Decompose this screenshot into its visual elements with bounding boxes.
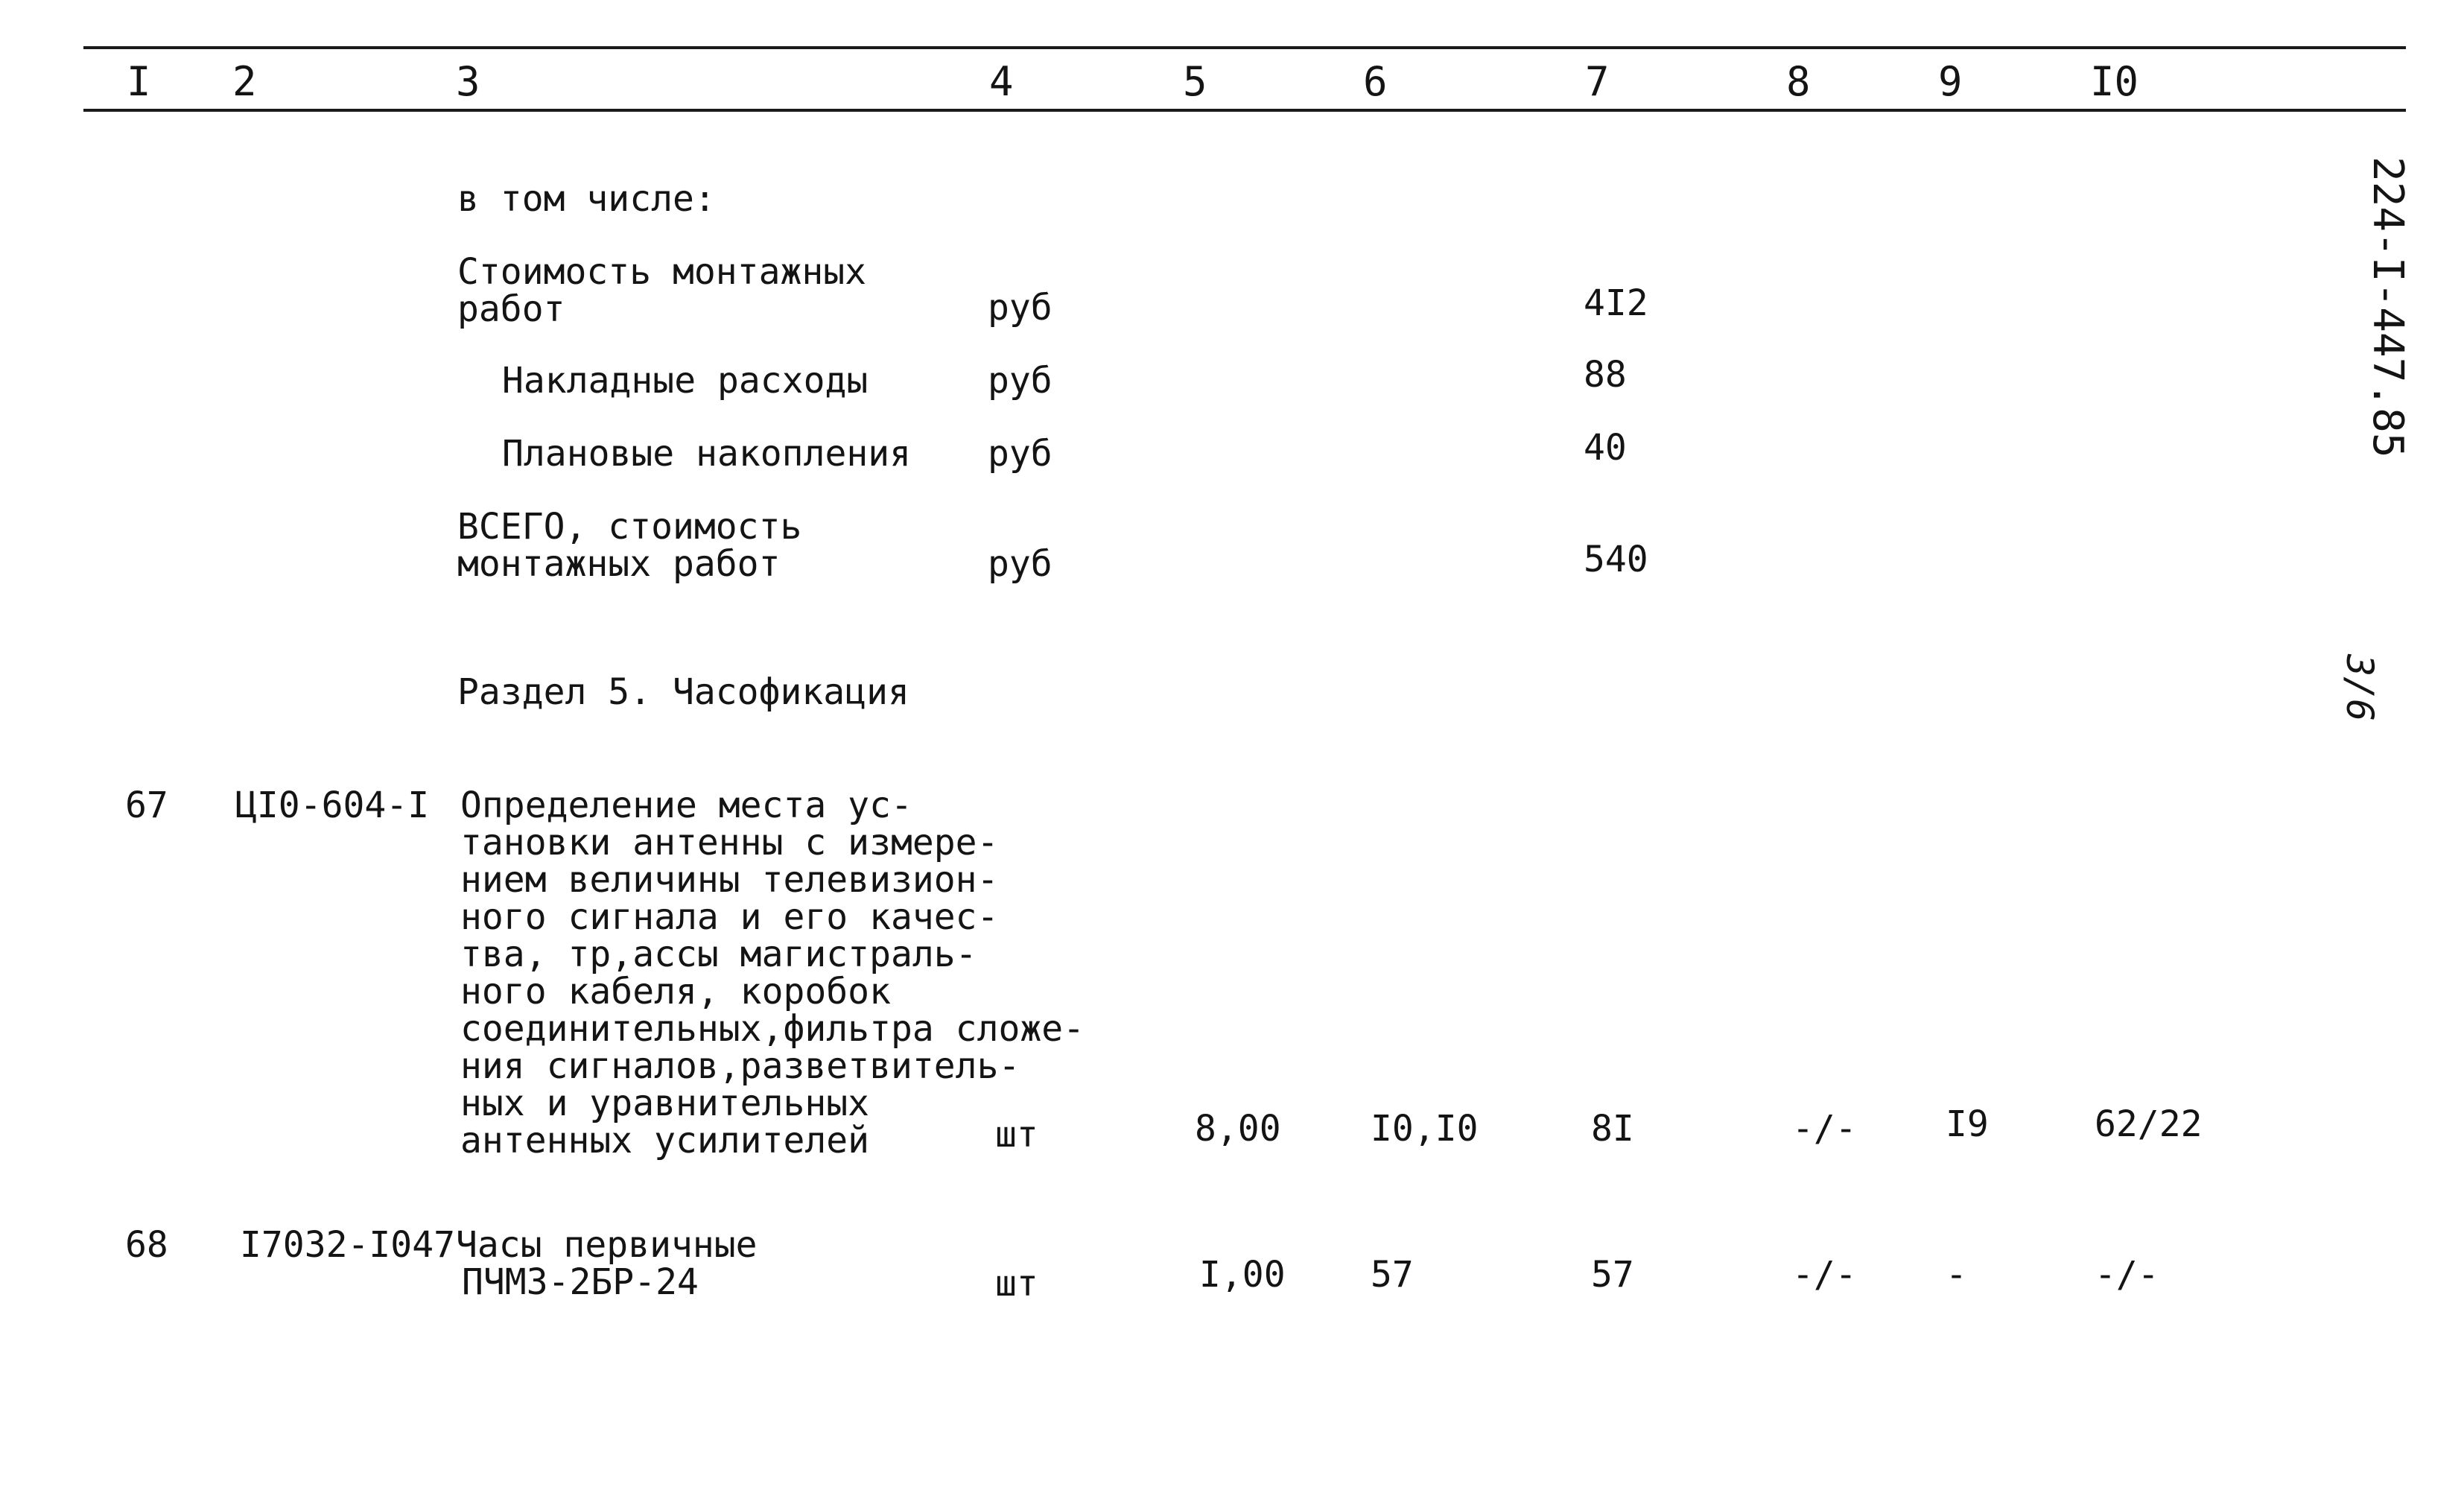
row-col10: 62/22 [2095,1103,2203,1145]
column-header-3: 3 [456,58,480,105]
header-top-rule [89,46,2406,49]
row-col9: - [1946,1254,1967,1296]
row-price: I0,I0 [1371,1108,1479,1150]
summary-row-unit: руб [988,543,1052,585]
row-description-model: ПЧМЗ-2БР-24 [462,1261,699,1303]
column-header-8: 8 [1786,58,1811,105]
row-col8: -/- [1792,1254,1857,1296]
header-bottom-rule [83,109,2406,112]
section-title: Раздел 5. Часофикация [457,671,909,713]
summary-row-name: Стоимость монтажных работ [457,251,867,330]
including-label: в том числе: [457,178,716,220]
summary-row-name: Накладные расходы [502,360,869,402]
summary-row-value: 540 [1584,539,1648,580]
summary-row-unit: руб [988,433,1052,475]
row-unit: шт [995,1263,1038,1305]
row-description: Определение места ус- тановки антенны с измере- нием величины телевизион- ного сигнала и его качес- тва, тр,ассы магистраль- ного кабеля, коробок соединительных,фильтра сложе- ния сигналов,разветвитель- ных и уравнительных антенных усилителей [460,785,1085,1161]
row-price: 57 [1371,1254,1414,1296]
column-header-2: 2 [232,58,257,105]
row-number: 67 [125,785,168,826]
summary-row-value: 40 [1584,427,1627,469]
column-header-7: 7 [1585,58,1610,105]
row-quantity: I,00 [1199,1254,1286,1296]
row-total: 8I [1591,1108,1634,1150]
summary-row-unit: руб [988,287,1052,329]
page-mark: 3/6 [2338,654,2381,722]
column-header-9: 9 [1938,58,1963,105]
row-col8: -/- [1792,1108,1857,1150]
row-number: 68 [125,1224,168,1266]
row-code: ЦI0-604-I [235,785,430,826]
row-description: Часы первичные [456,1224,758,1266]
summary-row-value: 88 [1584,354,1627,396]
row-col9: I9 [1946,1103,1989,1145]
row-code: I7032-I047 [240,1224,455,1266]
summary-row-name: ВСЕГО, стоимость монтажных работ [457,506,802,585]
summary-row-name: Плановые накопления [502,433,912,475]
column-header-10: I0 [2090,58,2139,105]
column-header-6: 6 [1363,58,1388,105]
summary-row-unit: руб [988,360,1052,402]
row-quantity: 8,00 [1195,1108,1281,1150]
summary-row-value: 4I2 [1584,282,1648,324]
column-header-5: 5 [1183,58,1207,105]
row-col10: -/- [2095,1254,2159,1296]
column-header-4: 4 [989,58,1014,105]
row-total: 57 [1591,1254,1634,1296]
row-unit: шт [995,1114,1038,1156]
document-code: 224-I-447.85 [2363,156,2412,458]
column-header-1: I [127,58,151,105]
